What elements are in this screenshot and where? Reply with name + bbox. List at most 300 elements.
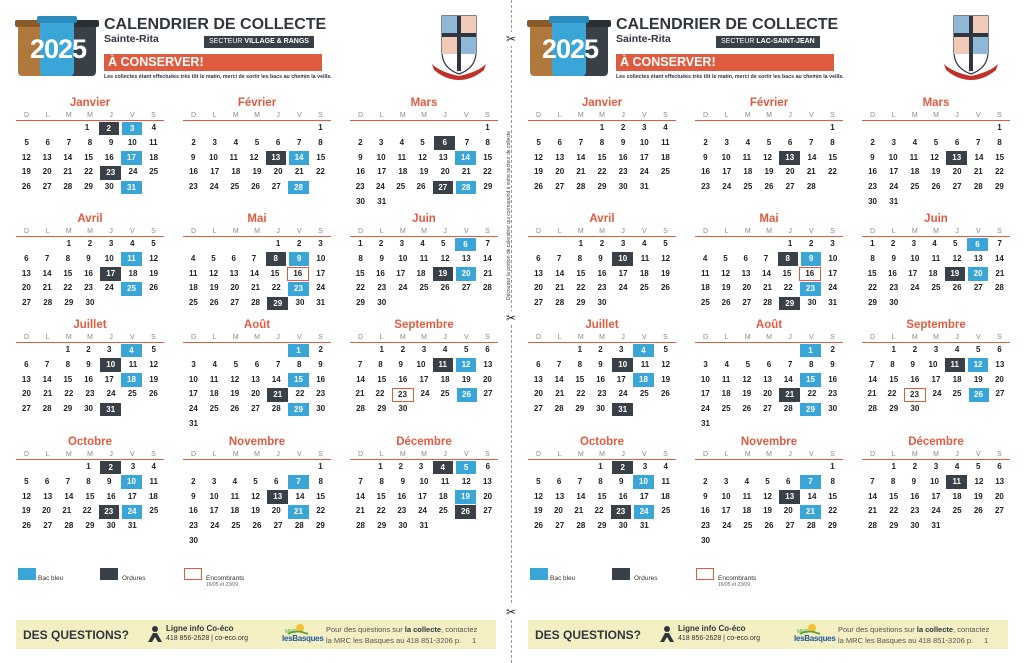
- day-cell: 3: [642, 123, 647, 132]
- weekday-label: J: [109, 334, 113, 341]
- day-cell: [268, 534, 289, 549]
- weekday-label: D: [358, 112, 364, 119]
- day-cell: 15: [376, 491, 386, 501]
- weekday-label: J: [955, 451, 959, 458]
- day-cell: 7: [357, 359, 363, 369]
- day-cell: 6: [254, 359, 260, 369]
- day-cell: 18: [660, 491, 670, 501]
- day-cell: 28: [994, 283, 1004, 293]
- week-row: [695, 475, 843, 490]
- day-cell: [101, 296, 122, 311]
- weekday-label: S: [663, 112, 668, 119]
- day-cell: 9: [191, 491, 196, 501]
- day-cell: [310, 417, 331, 432]
- day-cell: 27: [785, 182, 795, 192]
- weekday-label: L: [891, 112, 896, 119]
- week-row: [16, 490, 164, 505]
- weekday-label: L: [557, 112, 562, 119]
- day-cell: 26: [22, 521, 32, 531]
- day-cell: 27: [273, 521, 283, 531]
- day-cell: 8: [65, 359, 71, 369]
- day-cell: 17: [700, 389, 710, 399]
- day-cell: 10: [121, 475, 142, 489]
- day-cell: [143, 180, 164, 195]
- week-row: [183, 402, 331, 417]
- weekday-label: L: [724, 451, 729, 458]
- day-cell: 17: [104, 374, 114, 384]
- day-cell: [456, 195, 477, 210]
- month-name: Juillet: [73, 319, 107, 331]
- week-row: [350, 387, 498, 402]
- day-cell: 3: [212, 137, 217, 147]
- day-cell: 20: [534, 283, 544, 293]
- day-cell: 28: [64, 521, 74, 531]
- day-cell: 17: [210, 167, 220, 177]
- day-cell: [549, 237, 570, 252]
- day-cell: 16: [618, 491, 628, 501]
- day-cell: 3: [911, 239, 917, 248]
- day-cell: 8: [577, 253, 583, 263]
- month-name: Janvier: [69, 97, 111, 109]
- year-label: 2025: [542, 34, 599, 64]
- day-cell: 18: [438, 491, 448, 501]
- day-cell: 11: [230, 491, 240, 501]
- day-cell: 20: [22, 389, 32, 399]
- day-cell: 4: [151, 123, 157, 132]
- day-cell: 13: [461, 253, 471, 263]
- day-cell: 14: [63, 152, 73, 162]
- day-cell: [350, 343, 371, 358]
- day-cell: [904, 121, 925, 136]
- collection-note: Les collectes étant effectuées très tôt le matin, merci de sortir les bacs au chemin la veille.: [616, 74, 844, 80]
- day-cell: 13: [21, 374, 31, 384]
- day-cell: 19: [945, 267, 965, 281]
- weekday-label: J: [788, 334, 792, 341]
- month-8: [862, 319, 1010, 417]
- day-cell: 30: [910, 521, 920, 531]
- week-row: [16, 267, 164, 282]
- day-cell: 15: [483, 152, 493, 162]
- weekday-label: V: [641, 451, 647, 458]
- weekday-label: L: [557, 334, 562, 341]
- week-row: [528, 504, 676, 519]
- day-cell: 25: [440, 389, 450, 399]
- day-cell: [289, 460, 310, 475]
- weekday-label: V: [808, 451, 814, 458]
- week-row: [695, 180, 843, 195]
- weekday-label: J: [276, 112, 280, 119]
- info-line-title: Ligne info Co-éco: [678, 624, 746, 633]
- month-name: Décembre: [396, 436, 452, 448]
- day-cell: 7: [787, 359, 793, 369]
- info-line-contact: 418 856-2628 | co-eco.org: [166, 635, 248, 642]
- day-cell: 5: [976, 462, 981, 471]
- day-cell: 4: [212, 359, 217, 369]
- week-row: [695, 343, 843, 358]
- day-cell: [477, 402, 498, 417]
- weekday-label: M: [911, 228, 918, 235]
- week-row: [528, 267, 676, 282]
- day-cell: 4: [642, 239, 647, 248]
- day-cell: 18: [952, 491, 962, 501]
- week-row: [862, 252, 1010, 267]
- calendar-page-right: [512, 0, 1024, 663]
- day-cell: 30: [189, 535, 199, 545]
- day-cell: 12: [661, 253, 671, 263]
- day-cell: 19: [721, 283, 731, 293]
- day-cell: 19: [230, 389, 240, 399]
- day-cell: 16: [828, 374, 838, 384]
- month-name: Janvier: [581, 97, 623, 109]
- day-cell: 11: [433, 358, 453, 372]
- day-cell: 12: [763, 491, 772, 501]
- day-cell: 16: [618, 152, 628, 162]
- day-cell: 12: [21, 152, 31, 162]
- day-cell: 21: [779, 388, 800, 402]
- day-cell: 14: [250, 268, 259, 278]
- day-cell: 12: [763, 152, 772, 162]
- day-cell: 1: [485, 123, 490, 132]
- weekday-label: J: [276, 334, 280, 341]
- day-cell: 10: [188, 374, 198, 384]
- day-cell: [695, 237, 716, 252]
- weekday-label: D: [191, 334, 197, 341]
- day-cell: [968, 296, 989, 311]
- day-cell: 18: [230, 506, 240, 516]
- weekday-label: M: [232, 112, 239, 119]
- day-cell: 15: [889, 491, 899, 501]
- day-cell: 24: [418, 506, 427, 516]
- day-cell: 4: [663, 123, 668, 132]
- day-cell: 11: [946, 475, 967, 489]
- day-cell: 9: [891, 253, 896, 263]
- weekday-label: D: [358, 228, 364, 235]
- week-row: [16, 296, 164, 311]
- weekday-label: J: [443, 228, 447, 235]
- day-cell: 21: [251, 283, 260, 293]
- day-cell: 26: [721, 298, 731, 308]
- day-cell: 18: [928, 268, 938, 278]
- day-cell: 7: [44, 359, 50, 369]
- questions-heading: DES QUESTIONS?: [23, 628, 130, 642]
- day-cell: 16: [106, 491, 116, 501]
- day-cell: 10: [639, 137, 649, 147]
- day-cell: 19: [149, 374, 159, 384]
- day-cell: [183, 343, 204, 358]
- week-row: [695, 358, 843, 373]
- day-cell: 22: [295, 389, 305, 399]
- day-cell: [716, 121, 737, 136]
- day-cell: 5: [441, 239, 446, 248]
- day-cell: 13: [555, 152, 565, 162]
- day-cell: 16: [596, 374, 605, 384]
- weekday-label: V: [641, 334, 647, 341]
- weekday-label: M: [254, 228, 260, 235]
- week-row: [695, 121, 843, 136]
- day-cell: 1: [997, 123, 1002, 132]
- weekday-label: J: [443, 334, 447, 341]
- week-row: [695, 460, 843, 475]
- day-cell: [925, 121, 946, 136]
- weekday-label: M: [577, 112, 584, 119]
- day-cell: 5: [663, 345, 668, 354]
- day-cell: 10: [633, 475, 654, 489]
- day-cell: 10: [208, 152, 218, 162]
- day-cell: [435, 296, 456, 311]
- day-cell: 31: [419, 521, 429, 531]
- day-cell: 10: [700, 374, 710, 384]
- day-cell: 25: [743, 521, 753, 531]
- weekday-label: M: [933, 112, 939, 119]
- day-cell: 26: [969, 388, 989, 402]
- weekday-label: M: [744, 228, 751, 235]
- day-cell: 1: [891, 345, 896, 354]
- day-cell: 13: [555, 491, 565, 501]
- day-cell: [925, 296, 946, 311]
- day-cell: [655, 296, 676, 311]
- weekday-label: M: [599, 451, 605, 458]
- day-cell: [758, 237, 779, 252]
- weekday-label: L: [891, 334, 896, 341]
- day-cell: 23: [618, 167, 628, 177]
- day-cell: 15: [867, 268, 877, 278]
- legend-dark-label: Ordures: [122, 575, 146, 582]
- day-cell: 22: [597, 167, 607, 177]
- month-name: Mars: [922, 97, 950, 109]
- day-cell: 21: [294, 167, 304, 177]
- month-9: [528, 436, 676, 534]
- day-cell: 22: [271, 283, 281, 293]
- day-cell: 6: [485, 345, 490, 354]
- municipality-name: Sainte-Rita: [104, 33, 159, 45]
- day-cell: 4: [232, 476, 238, 486]
- week-row: [695, 490, 843, 505]
- weekday-label: D: [24, 451, 30, 458]
- day-cell: 29: [84, 182, 93, 192]
- day-cell: 29: [779, 297, 800, 311]
- day-cell: 2: [599, 239, 605, 248]
- day-cell: 24: [209, 182, 219, 192]
- week-row: [695, 387, 843, 402]
- day-cell: 3: [378, 137, 384, 147]
- weekday-label: J: [443, 451, 447, 458]
- day-cell: 3: [933, 345, 939, 354]
- weekday-label: M: [766, 112, 772, 119]
- day-cell: 11: [661, 476, 670, 486]
- day-cell: 30: [618, 182, 628, 192]
- weekday-label: M: [911, 112, 918, 119]
- day-cell: 31: [931, 521, 941, 531]
- weekday-label: M: [65, 228, 72, 235]
- week-row: [695, 417, 843, 432]
- day-cell: 12: [534, 491, 544, 501]
- day-cell: 11: [931, 253, 941, 263]
- day-cell: 17: [639, 152, 649, 162]
- weekday-label: L: [212, 228, 217, 235]
- day-cell: [989, 195, 1010, 210]
- weekday-label: D: [191, 451, 197, 458]
- week-row: [183, 534, 331, 549]
- day-cell: 13: [973, 253, 983, 263]
- mrc-logo-text: lesBasques: [794, 634, 836, 643]
- day-cell: 22: [375, 389, 385, 399]
- day-cell: 11: [909, 152, 919, 162]
- weekday-header: [528, 226, 676, 237]
- day-cell: 12: [251, 491, 260, 501]
- day-cell: 8: [830, 476, 835, 486]
- day-cell: 14: [482, 253, 492, 263]
- day-cell: 31: [828, 298, 838, 308]
- day-cell: 4: [663, 462, 668, 471]
- weekday-label: M: [399, 112, 406, 119]
- weekday-label: S: [663, 451, 668, 458]
- week-row: [183, 237, 331, 252]
- day-cell: 5: [933, 137, 939, 147]
- day-cell: 11: [700, 268, 710, 278]
- day-cell: 31: [100, 403, 121, 417]
- day-cell: 21: [806, 167, 816, 177]
- day-cell: [413, 296, 434, 311]
- weekday-label: D: [358, 451, 364, 458]
- day-cell: 11: [397, 152, 407, 162]
- week-row: [350, 136, 498, 151]
- day-cell: 17: [419, 374, 429, 384]
- legend-blue-label: Bac bleu: [550, 575, 576, 582]
- week-row: [528, 490, 676, 505]
- day-cell: 3: [130, 462, 136, 471]
- day-cell: [246, 460, 267, 475]
- week-row: [528, 281, 676, 296]
- page-title: CALENDRIER DE COLLECTE: [104, 16, 327, 33]
- weekday-label: J: [955, 112, 959, 119]
- day-cell: 16: [189, 167, 199, 177]
- day-cell: 12: [721, 268, 731, 278]
- day-cell: 13: [779, 151, 800, 165]
- day-cell: 20: [440, 167, 450, 177]
- day-cell: [758, 417, 779, 432]
- day-cell: [204, 417, 225, 432]
- week-row: [528, 252, 676, 267]
- month-3: [16, 213, 164, 311]
- week-row: [528, 358, 676, 373]
- day-cell: 1: [84, 123, 90, 132]
- day-cell: 22: [64, 389, 74, 399]
- keep-banner: À CONSERVER!: [616, 54, 834, 71]
- day-cell: 12: [742, 374, 752, 384]
- day-cell: 25: [188, 298, 198, 308]
- week-row: [862, 504, 1010, 519]
- weekday-label: S: [830, 334, 835, 341]
- day-cell: 12: [930, 152, 939, 162]
- day-cell: 2: [318, 345, 323, 354]
- day-cell: 26: [148, 389, 158, 399]
- day-cell: [989, 402, 1010, 417]
- weekday-label: M: [254, 112, 260, 119]
- day-cell: 15: [800, 373, 821, 387]
- week-row: [16, 373, 164, 388]
- month-name: Septembre: [906, 319, 966, 331]
- day-cell: [569, 460, 590, 475]
- day-cell: 8: [809, 359, 814, 369]
- day-cell: [204, 237, 225, 252]
- day-cell: 17: [316, 268, 326, 278]
- week-row: [528, 402, 676, 417]
- month-5: [350, 213, 498, 311]
- day-cell: 23: [84, 283, 93, 293]
- day-cell: 13: [229, 268, 239, 278]
- day-cell: 25: [910, 182, 920, 192]
- day-cell: [183, 237, 204, 252]
- day-cell: 24: [618, 389, 628, 399]
- weekday-label: J: [109, 228, 113, 235]
- day-cell: 15: [288, 373, 309, 387]
- day-cell: 15: [597, 491, 607, 501]
- day-cell: 29: [377, 521, 387, 531]
- weekday-header: [350, 449, 498, 460]
- day-cell: 27: [230, 298, 240, 308]
- day-cell: 6: [44, 476, 50, 486]
- day-cell: 21: [461, 167, 471, 177]
- legend-bulky-label: Encombrants: [718, 575, 757, 582]
- day-cell: 13: [266, 151, 286, 165]
- month-4: [695, 213, 843, 311]
- day-cell: [695, 343, 716, 358]
- week-row: [183, 296, 331, 311]
- day-cell: 26: [973, 506, 983, 516]
- day-cell: 8: [318, 476, 323, 486]
- day-cell: 5: [536, 137, 541, 147]
- weekday-label: D: [536, 228, 542, 235]
- week-row: [183, 417, 331, 432]
- day-cell: [225, 460, 246, 475]
- day-cell: 27: [433, 181, 453, 195]
- day-cell: 15: [889, 374, 899, 384]
- week-row: [350, 373, 498, 388]
- day-cell: 4: [724, 359, 729, 369]
- day-cell: 19: [973, 374, 983, 384]
- day-cell: [246, 237, 267, 252]
- week-row: [862, 490, 1010, 505]
- week-row: [350, 237, 498, 252]
- month-10: [183, 436, 331, 549]
- weekday-label: D: [870, 228, 876, 235]
- weekday-label: V: [975, 112, 981, 119]
- day-cell: 1: [379, 345, 384, 354]
- day-cell: [246, 417, 267, 432]
- day-cell: 24: [122, 505, 142, 519]
- day-cell: 16: [188, 506, 198, 516]
- day-cell: 18: [149, 152, 159, 162]
- day-cell: 2: [400, 345, 406, 354]
- day-cell: 5: [420, 137, 425, 147]
- weekday-label: V: [463, 334, 469, 341]
- day-cell: 14: [868, 491, 878, 501]
- day-cell: 28: [868, 404, 878, 414]
- day-cell: 13: [779, 490, 800, 504]
- day-cell: 19: [251, 506, 260, 516]
- day-cell: 3: [891, 137, 896, 147]
- weekday-header: [528, 110, 676, 121]
- day-cell: 20: [482, 374, 492, 384]
- day-cell: 21: [63, 167, 73, 177]
- week-row: [16, 460, 164, 475]
- week-row: [528, 373, 676, 388]
- day-cell: 3: [211, 476, 217, 486]
- day-cell: 26: [457, 388, 477, 402]
- day-cell: 21: [868, 506, 878, 516]
- day-cell: 16: [701, 167, 711, 177]
- day-cell: [310, 180, 331, 195]
